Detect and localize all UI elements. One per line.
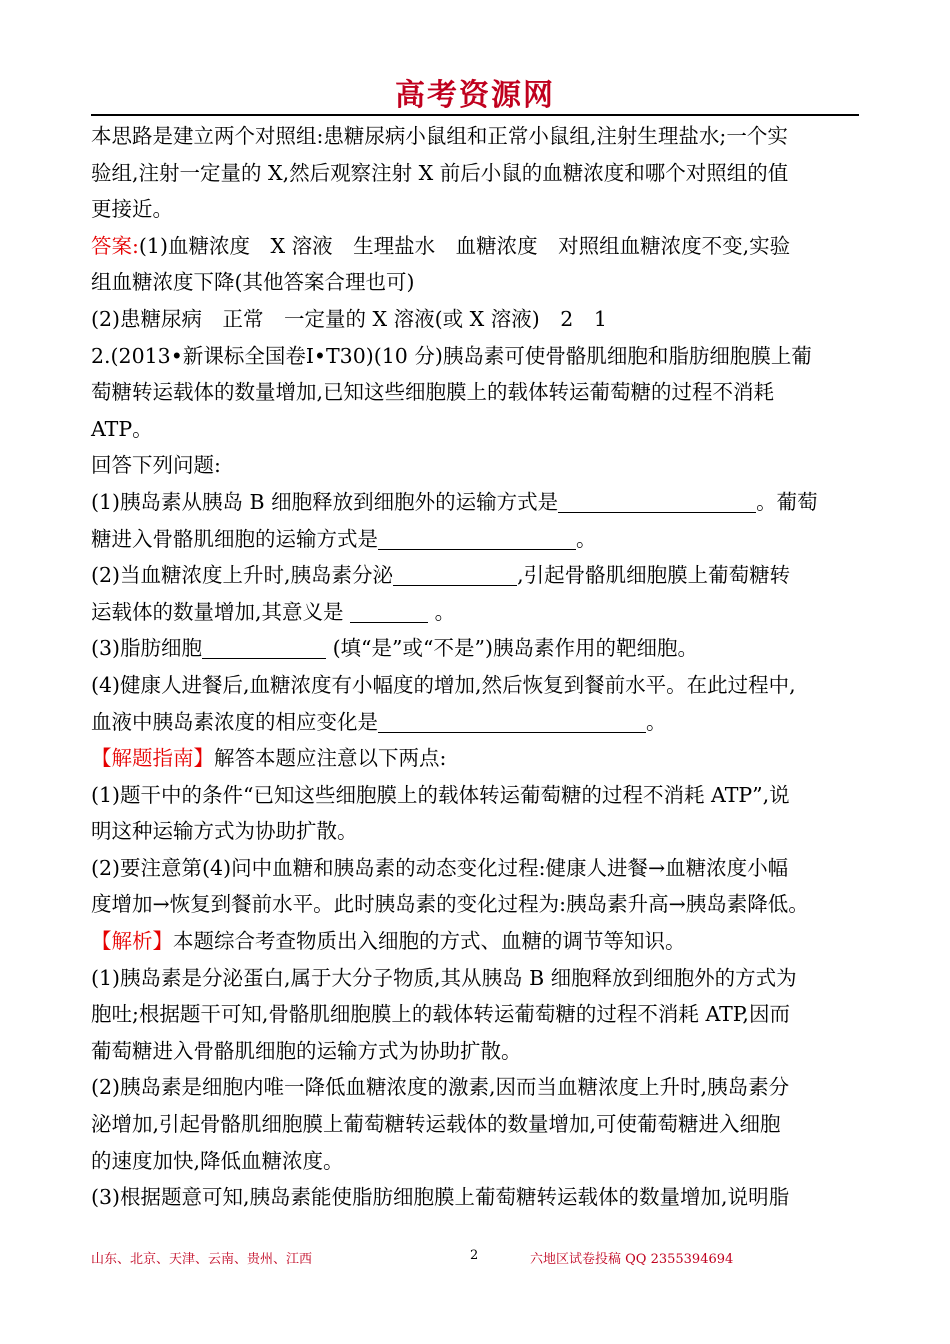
sub-question-4 — [91, 704, 871, 741]
guide-label: 【解题指南】 — [91, 746, 214, 771]
answer-blank — [350, 598, 428, 623]
analysis-line: (1)胰岛素是分泌蛋白,属于大分子物质,其从胰岛 B 细胞释放到细胞外的方式为 — [91, 965, 797, 990]
q3-text: (3)脂肪细胞 — [91, 636, 203, 661]
question-stem: ATP。 — [91, 416, 153, 441]
analysis-heading — [91, 923, 871, 960]
q1-text: (1)胰岛素从胰岛 B 细胞释放到细胞外的运输方式是 — [91, 489, 559, 514]
guide-heading — [91, 740, 871, 777]
analysis-line: 泌增加,引起骨骼肌细胞膜上葡萄糖转运载体的数量增加,可使葡萄糖进入细胞 — [91, 1112, 781, 1137]
analysis-label: 【解析】 — [91, 929, 173, 954]
sub-question-2 — [91, 594, 871, 631]
sub-question-1 — [91, 521, 871, 558]
guide-line: (1)题干中的条件“已知这些细胞膜上的载体转运葡萄糖的过程不消耗 ATP”,说 — [91, 782, 790, 807]
text-line: 验组,注射一定量的 X,然后观察注射 X 前后小鼠的血糖浓度和哪个对照组的值 — [91, 160, 789, 185]
sub-question-1 — [91, 484, 871, 521]
answer-text: (1)血糖浓度 X 溶液 生理盐水 血糖浓度 对照组血糖浓度不变,实验 — [138, 233, 791, 258]
analysis-line: 的速度加快,降低血糖浓度。 — [91, 1148, 344, 1173]
question-stem: 萄糖转运载体的数量增加,已知这些细胞膜上的载体转运葡萄糖的过程不消耗 — [91, 380, 775, 405]
q2-text: 。 — [428, 599, 456, 624]
guide-line: (2)要注意第(4)问中血糖和胰岛素的动态变化过程:健康人进餐→血糖浓度小幅 — [91, 855, 789, 880]
site-logo-title: 高考资源网 — [395, 78, 555, 113]
guide-intro: 解答本题应注意以下两点: — [214, 746, 447, 771]
sub-question-2 — [91, 557, 871, 594]
q2-text: (2)当血糖浓度上升时,胰岛素分泌 — [91, 563, 394, 588]
analysis-line: 葡萄糖进入骨骼肌细胞的运输方式为协助扩散。 — [91, 1038, 522, 1063]
header-divider — [91, 114, 859, 116]
document-body — [91, 118, 871, 1216]
footer-regions: 山东、北京、天津、云南、贵州、江西 — [91, 1252, 313, 1267]
answer-blank — [558, 488, 756, 513]
answer-blank — [202, 634, 326, 659]
question-stem: 2.(2013•新课标全国卷Ⅰ•T30)(10 分)胰岛素可使骨骼肌细胞和脂肪细胞膜上葡 — [91, 343, 812, 368]
analysis-line: (2)胰岛素是细胞内唯一降低血糖浓度的激素,因而当血糖浓度上升时,胰岛素分 — [91, 1075, 790, 1100]
footer-contact: 六地区试卷投稿 QQ 2355394694 — [530, 1252, 734, 1267]
text-line: 更接近。 — [91, 197, 173, 222]
answer-blank — [393, 561, 517, 586]
q4-text: 血液中胰岛素浓度的相应变化是 — [91, 709, 378, 734]
q4-text: 。 — [646, 709, 667, 734]
answer-label: 答案: — [91, 233, 139, 258]
sub-question-3 — [91, 630, 871, 667]
question-prompt: 回答下列问题: — [91, 453, 221, 478]
answer-line: (2)患糖尿病 正常 一定量的 X 溶液(或 X 溶液) 2 1 — [91, 306, 607, 331]
guide-line: 明这种运输方式为协助扩散。 — [91, 819, 358, 844]
guide-line: 度增加→恢复到餐前水平。此时胰岛素的变化过程为:胰岛素升高→胰岛素降低。 — [91, 892, 809, 917]
text-line: 本思路是建立两个对照组:患糖尿病小鼠组和正常小鼠组,注射生理盐水;一个实 — [91, 124, 788, 148]
answer-line: 组血糖浓度下降(其他答案合理也可) — [91, 270, 415, 295]
q1-text: 。葡萄 — [756, 489, 818, 514]
q2-text: ,引起骨骼肌细胞膜上葡萄糖转 — [517, 563, 791, 588]
answer-blank — [378, 708, 646, 733]
q1-text: 糖进入骨骼肌细胞的运输方式是 — [91, 526, 378, 551]
answer-line — [91, 228, 871, 265]
answer-blank — [378, 525, 576, 550]
q2-text: 运载体的数量增加,其意义是 — [91, 599, 351, 624]
q1-text: 。 — [576, 526, 597, 551]
q3-text: (填“是”或“不是”)胰岛素作用的靶细胞。 — [326, 636, 698, 661]
analysis-line: 胞吐;根据题干可知,骨骼肌细胞膜上的载体转运葡萄糖的过程不消耗 ATP,因而 — [91, 1002, 790, 1027]
page-number: 2 — [470, 1248, 479, 1263]
sub-question-4: (4)健康人进餐后,血糖浓度有小幅度的增加,然后恢复到餐前水平。在此过程中, — [91, 672, 796, 697]
analysis-line: (3)根据题意可知,胰岛素能使脂肪细胞膜上葡萄糖转运载体的数量增加,说明脂 — [91, 1185, 790, 1210]
analysis-intro: 本题综合考查物质出入细胞的方式、血糖的调节等知识。 — [173, 929, 686, 954]
